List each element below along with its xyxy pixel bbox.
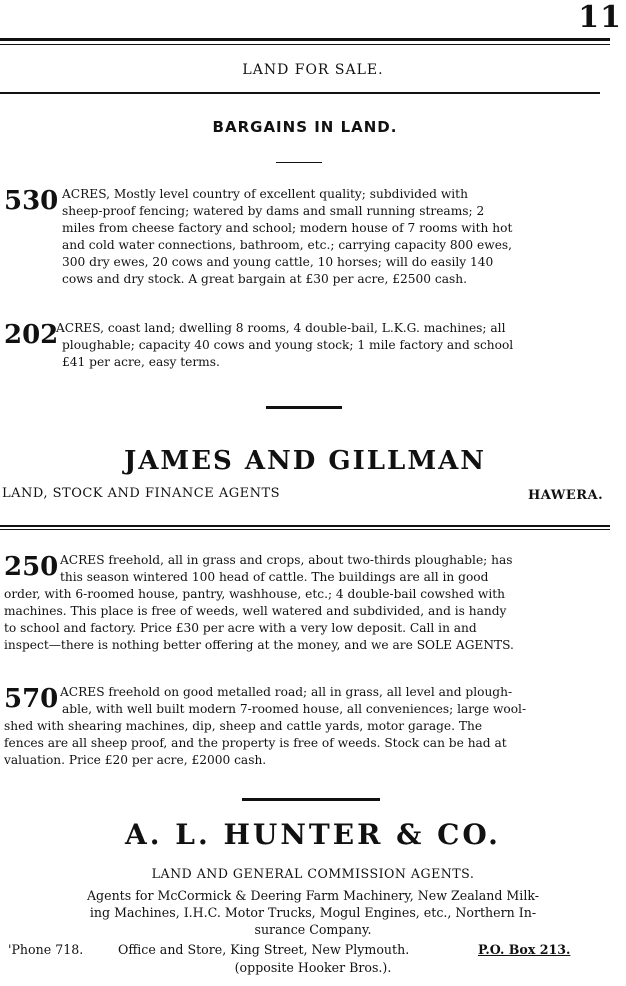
listing-number: 570: [4, 684, 59, 714]
firm-description: LAND AND GENERAL COMMISSION AGENTS.: [151, 866, 475, 881]
firm-name: A. L. HUNTER & CO.: [125, 818, 501, 851]
listing-line: £41 per acre, easy terms.: [62, 355, 220, 369]
listing-line: machines. This place is free of weeds, well watered and subdivided, and is handy: [4, 604, 507, 618]
section-rule: [0, 92, 600, 94]
listing-line: sheep-proof fencing; watered by dams and small running streams; 2: [62, 204, 485, 218]
listing-line: order, with 6-roomed house, pantry, washhouse, etc.; 4 double-bail cowshed with: [4, 587, 505, 601]
listing-line: ploughable; capacity 40 cows and young stock; 1 mile factory and school: [62, 338, 514, 352]
listing-line: miles from cheese factory and school; modern house of 7 rooms with hot: [62, 221, 513, 235]
listing-number: 202: [4, 320, 59, 350]
firm-rule: [0, 525, 610, 527]
listing-line: shed with shearing machines, dip, sheep and cattle yards, motor garage. The: [4, 719, 483, 733]
divider: [242, 798, 380, 801]
listing-570: [4, 684, 608, 769]
listing-530: [4, 186, 608, 288]
po-box: P.O. Box 213.: [478, 942, 571, 957]
divider: [266, 406, 342, 409]
listing-line: ACRES, coast land; dwelling 8 rooms, 4 double-bail, L.K.G. machines; all: [56, 321, 506, 335]
listing-number: 250: [4, 552, 59, 582]
listing-line: ACRES freehold on good metalled road; all in grass, all level and plough-: [60, 685, 513, 699]
section-title: LAND FOR SALE.: [242, 62, 384, 78]
agency-line: surance Company.: [254, 922, 372, 937]
listing-number: 530: [4, 186, 59, 216]
phone: 'Phone 718.: [8, 942, 84, 957]
firm-location: HAWERA.: [528, 488, 604, 503]
listing-line: able, with well built modern 7-roomed house, all conveniences; large wool-: [62, 702, 527, 716]
agency-line: Agents for McCormick & Deering Farm Machinery, New Zealand Milk-: [86, 888, 540, 903]
listing-line: valuation. Price £20 per acre, £2000 cash.: [4, 753, 267, 767]
top-rule: [0, 38, 610, 41]
listing-line: fences are all sheep proof, and the property is free of weeds. Stock can be had at: [4, 736, 507, 750]
listing-line: cows and dry stock. A great bargain at £30 per acre, £2500 cash.: [62, 272, 467, 286]
headline: BARGAINS IN LAND.: [212, 118, 398, 136]
listing-250: [4, 552, 608, 654]
firm-name: JAMES AND GILLMAN: [123, 446, 487, 476]
listing-line: 300 dry ewes, 20 cows and young cattle, 10 horses; will do easily 140: [62, 255, 494, 269]
firm-rule-thin: [0, 529, 610, 530]
listing-line: ACRES, Mostly level country of excellent quality; subdivided with: [62, 187, 468, 201]
listing-line: ACRES freehold, all in grass and crops, about two-thirds ploughable; has: [60, 553, 513, 567]
listing-line: inspect—there is nothing better offering at the money, and we are SOLE AGENTS.: [4, 638, 514, 652]
firm-description: LAND, STOCK AND FINANCE AGENTS: [2, 486, 281, 501]
listing-202: [4, 320, 608, 371]
agency-line: ing Machines, I.H.C. Motor Trucks, Mogul Engines, etc., Northern In-: [89, 905, 537, 920]
top-rule-thin: [0, 44, 610, 45]
listing-line: and cold water connections, bathroom, etc.; carrying capacity 800 ewes,: [62, 238, 513, 252]
address-note: (opposite Hooker Bros.).: [234, 960, 392, 975]
page-number: 11: [578, 0, 622, 35]
listing-line: this season wintered 100 head of cattle. The buildings are all in good: [60, 570, 489, 584]
short-divider: [276, 162, 322, 163]
listing-line: to school and factory. Price £30 per acre with a very low deposit. Call in and: [4, 621, 477, 635]
office-address: Office and Store, King Street, New Plymouth.: [118, 942, 410, 957]
